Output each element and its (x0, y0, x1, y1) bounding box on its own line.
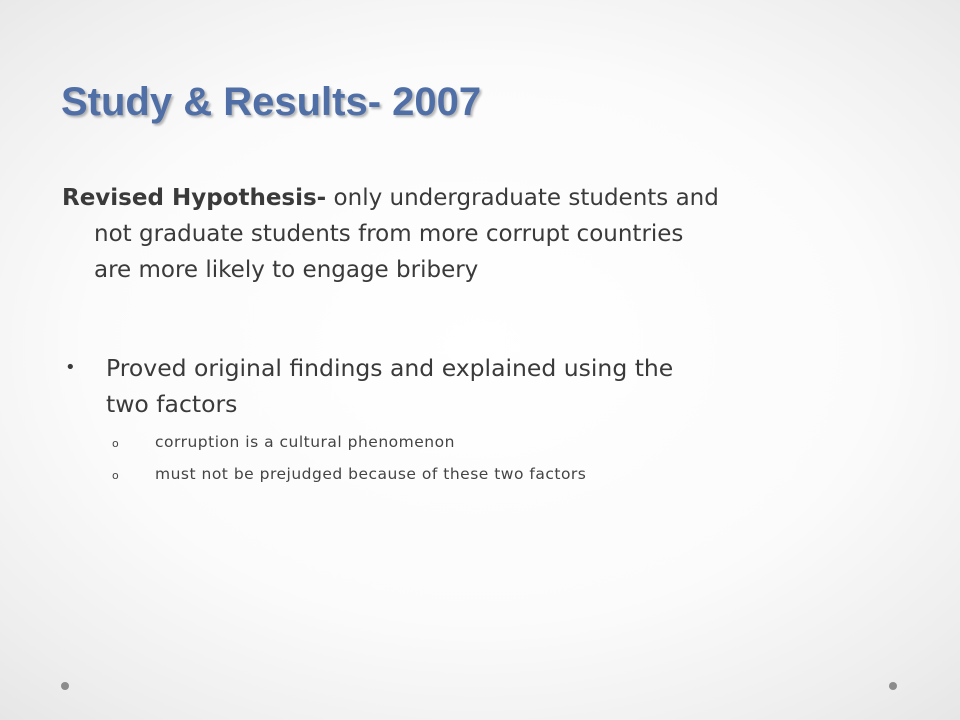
revised-hypothesis-paragraph (62, 180, 912, 288)
sub-bullet-marker-icon: o (112, 437, 120, 450)
hypothesis-text-1: only undergraduate students and (326, 185, 719, 211)
main-bullet-text (106, 350, 866, 422)
hypothesis-label: Revised Hypothesis- (62, 185, 327, 211)
slide-title: Study & Results- 2007 (61, 80, 482, 124)
main-bullet-line-2: two factors (106, 390, 238, 418)
decorative-dot-left-icon (61, 682, 69, 690)
decorative-dot-right-icon (889, 682, 897, 690)
bullet-marker-icon: • (65, 357, 76, 378)
main-bullet-line-1: Proved original findings and explained using the (106, 354, 674, 382)
sub-bullet-2-text: must not be prejudged because of these two factors (155, 465, 587, 483)
hypothesis-line-1 (62, 180, 912, 216)
sub-bullet-1-text: corruption is a cultural phenomenon (155, 433, 455, 451)
hypothesis-line-2: not graduate students from more corrupt countries (94, 221, 684, 247)
sub-bullet-marker-icon: o (112, 469, 120, 482)
hypothesis-line-3: are more likely to engage bribery (94, 257, 479, 283)
